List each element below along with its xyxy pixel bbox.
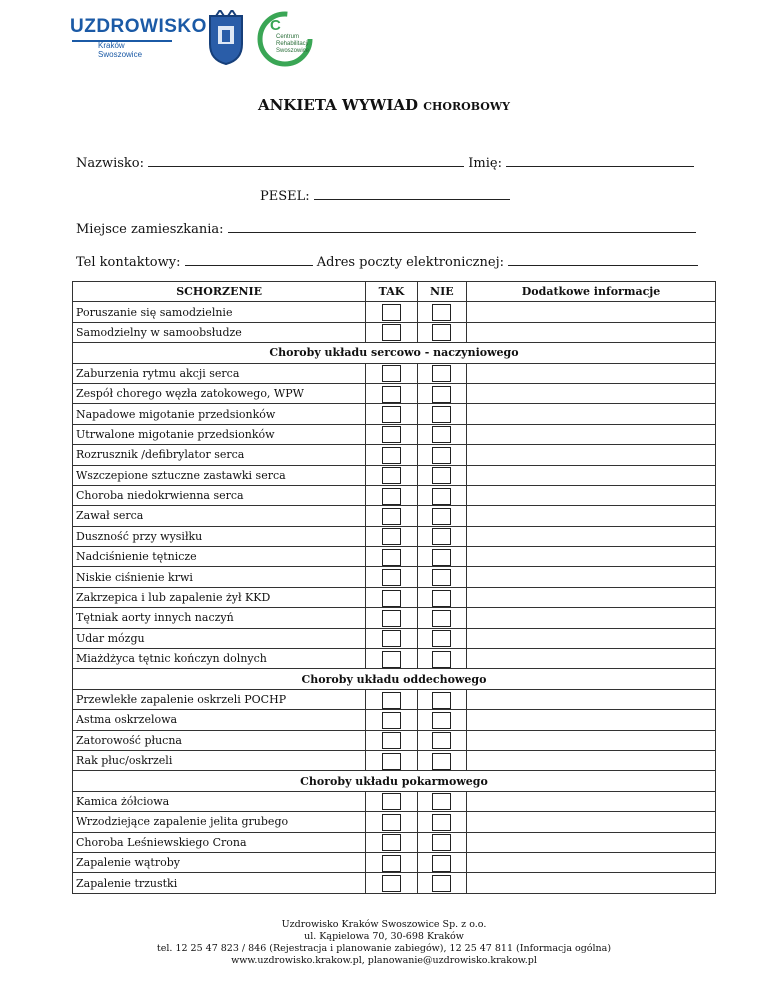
nie-checkbox[interactable] [432,365,451,382]
miejsce-field[interactable] [228,219,696,233]
additional-info-cell[interactable] [467,689,716,709]
table-row [73,649,716,669]
table-row [73,791,716,811]
tak-cell [366,322,417,342]
tak-cell [366,526,417,546]
table-row [73,730,716,750]
tak-checkbox[interactable] [382,610,401,627]
nie-cell [417,730,466,750]
nie-cell [417,547,466,567]
tak-checkbox[interactable] [382,814,401,831]
nie-checkbox[interactable] [432,528,451,545]
header-schorzenie: SCHORZENIE [73,282,366,302]
table-row [73,445,716,465]
nie-cell [417,587,466,607]
tak-cell [366,567,417,587]
condition-name: Samodzielny w samoobsłudze [73,322,366,342]
condition-name: Udar mózgu [73,628,366,648]
additional-info-cell[interactable] [467,750,716,770]
tak-cell [366,363,417,383]
condition-name: Przewlekłe zapalenie oskrzeli POCHP [73,689,366,709]
tel-field[interactable] [185,252,313,266]
additional-info-cell[interactable] [467,424,716,444]
additional-info-cell[interactable] [467,363,716,383]
additional-info-cell[interactable] [467,587,716,607]
nie-cell [417,852,466,872]
title-main: ANKIETA WYWIAD [257,96,424,114]
tak-cell [366,383,417,403]
footer-company: Uzdrowisko Kraków Swoszowice Sp. z o.o. [281,919,487,930]
contact-row [76,252,698,270]
nie-checkbox[interactable] [432,426,451,443]
pesel-row [260,186,510,204]
condition-name: Choroba niedokrwienna serca [73,485,366,505]
additional-info-cell[interactable] [467,852,716,872]
tak-checkbox[interactable] [382,549,401,566]
tak-checkbox[interactable] [382,508,401,525]
tak-cell [366,873,417,893]
pesel-label: PESEL: [260,189,310,204]
additional-info-cell[interactable] [467,730,716,750]
table-body [73,302,716,893]
table-row [73,628,716,648]
condition-name: Utrwalone migotanie przedsionków [73,424,366,444]
uzdrowisko-logo-text: UZDROWISKO [70,16,207,37]
crs-line-3: Swoszowice [276,48,310,54]
condition-name: Wrzodziejące zapalenie jelita grubego [73,812,366,832]
additional-info-cell[interactable] [467,485,716,505]
table-row [73,832,716,852]
table-row [73,424,716,444]
section-title: Choroby układu sercowo - naczyniowego [73,343,716,363]
tak-cell [366,710,417,730]
table-row [73,608,716,628]
condition-name: Niskie ciśnienie krwi [73,567,366,587]
additional-info-cell[interactable] [467,302,716,322]
nie-cell [417,567,466,587]
table-row [73,587,716,607]
table-row [73,322,716,342]
tak-checkbox[interactable] [382,855,401,872]
tak-cell [366,791,417,811]
nie-checkbox[interactable] [432,651,451,668]
nie-cell [417,404,466,424]
additional-info-cell[interactable] [467,465,716,485]
section-header-row [73,669,716,689]
footer-phones: tel. 12 25 47 823 / 846 (Rejestracja i planowanie zabiegów), 12 25 47 811 (Informacja ogólna) [156,943,612,954]
table-row [73,302,716,322]
condition-name: Miażdżyca tętnic kończyn dolnych [73,649,366,669]
table-row [73,547,716,567]
tak-cell [366,832,417,852]
condition-name: Astma oskrzelowa [73,710,366,730]
nie-cell [417,750,466,770]
tak-cell [366,750,417,770]
table-row [73,526,716,546]
title-small: CHOROBOWY [423,100,511,113]
nie-checkbox[interactable] [432,712,451,729]
tak-checkbox[interactable] [382,304,401,321]
nie-cell [417,506,466,526]
nie-cell [417,649,466,669]
table-row [73,710,716,730]
condition-name: Nadciśnienie tętnicze [73,547,366,567]
additional-info-cell[interactable] [467,383,716,403]
nie-cell [417,322,466,342]
nie-checkbox[interactable] [432,732,451,749]
header-dodatkowe: Dodatkowe informacje [467,282,716,302]
tak-cell [366,506,417,526]
tak-checkbox[interactable] [382,528,401,545]
additional-info-cell[interactable] [467,812,716,832]
nie-cell [417,873,466,893]
table-header-row [73,282,716,302]
email-label: Adres poczty elektronicznej: [316,255,504,270]
pesel-field[interactable] [314,186,510,200]
additional-info-cell[interactable] [467,404,716,424]
tak-cell [366,649,417,669]
section-header-row [73,343,716,363]
crs-logo-text [276,34,309,55]
nie-checkbox[interactable] [432,610,451,627]
nie-checkbox[interactable] [432,386,451,403]
tak-checkbox[interactable] [382,630,401,647]
nie-checkbox[interactable] [432,467,451,484]
table-row [73,363,716,383]
nie-cell [417,791,466,811]
tak-cell [366,689,417,709]
condition-name: Zespół chorego węzła zatokowego, WPW [73,383,366,403]
nie-cell [417,302,466,322]
tak-checkbox[interactable] [382,569,401,586]
nie-checkbox[interactable] [432,304,451,321]
additional-info-cell[interactable] [467,567,716,587]
nie-checkbox[interactable] [432,630,451,647]
condition-name: Napadowe migotanie przedsionków [73,404,366,424]
nie-checkbox[interactable] [432,549,451,566]
condition-name: Zapalenie trzustki [73,873,366,893]
tak-cell [366,730,417,750]
tak-checkbox[interactable] [382,732,401,749]
table-row [73,750,716,770]
email-field[interactable] [508,252,698,266]
section-header-row [73,771,716,791]
tak-checkbox[interactable] [382,793,401,810]
condition-name: Duszność przy wysiłku [73,526,366,546]
miejsce-label: Miejsce zamieszkania: [76,222,224,237]
table-row [73,383,716,403]
nie-checkbox[interactable] [432,834,451,851]
tak-checkbox[interactable] [382,753,401,770]
condition-name: Zapalenie wątroby [73,852,366,872]
section-title: Choroby układu oddechowego [73,669,716,689]
nie-cell [417,812,466,832]
nie-cell [417,383,466,403]
additional-info-cell[interactable] [467,873,716,893]
tak-checkbox[interactable] [382,406,401,423]
tak-checkbox[interactable] [382,365,401,382]
condition-name: Choroba Leśniewskiego Crona [73,832,366,852]
form-title [0,96,768,114]
tak-cell [366,852,417,872]
nie-cell [417,608,466,628]
table-row [73,485,716,505]
nie-cell [417,526,466,546]
condition-name: Zaburzenia rytmu akcji serca [73,363,366,383]
condition-name: Rozrusznik /defibrylator serca [73,445,366,465]
nie-cell [417,832,466,852]
crs-line-1: Centrum [276,34,300,40]
condition-name: Wszczepione sztuczne zastawki serca [73,465,366,485]
section-title: Choroby układu pokarmowego [73,771,716,791]
tak-cell [366,404,417,424]
additional-info-cell[interactable] [467,628,716,648]
table-row [73,465,716,485]
nie-cell [417,689,466,709]
nie-cell [417,485,466,505]
tak-cell [366,424,417,444]
nie-checkbox[interactable] [432,569,451,586]
coat-of-arms-icon [206,10,246,66]
header-nie: NIE [417,282,466,302]
tak-checkbox[interactable] [382,426,401,443]
table-row [73,689,716,709]
tak-checkbox[interactable] [382,651,401,668]
nie-checkbox[interactable] [432,324,451,341]
nie-checkbox[interactable] [432,692,451,709]
nie-checkbox[interactable] [432,447,451,464]
crs-line-2: Rehabilitacji [276,41,309,47]
additional-info-cell[interactable] [467,445,716,465]
nie-checkbox[interactable] [432,793,451,810]
tak-cell [366,485,417,505]
tak-checkbox[interactable] [382,834,401,851]
nie-checkbox[interactable] [432,814,451,831]
nie-cell [417,465,466,485]
nie-checkbox[interactable] [432,488,451,505]
condition-name: Kamica żółciowa [73,791,366,811]
tak-cell [366,465,417,485]
tak-cell [366,812,417,832]
nazwisko-label: Nazwisko: [76,156,145,171]
table-row [73,812,716,832]
tak-checkbox[interactable] [382,692,401,709]
tak-checkbox[interactable] [382,488,401,505]
tak-checkbox[interactable] [382,386,401,403]
nie-checkbox[interactable] [432,406,451,423]
footer-web-email: www.uzdrowisko.krakow.pl, planowanie@uzdrowisko.krakow.pl [231,955,537,966]
table-row [73,852,716,872]
additional-info-cell[interactable] [467,649,716,669]
header-tak: TAK [366,282,417,302]
miejsce-row [76,219,696,237]
condition-name: Tętniak aorty innych naczyń [73,608,366,628]
condition-name: Poruszanie się samodzielnie [73,302,366,322]
tak-cell [366,302,417,322]
nie-checkbox[interactable] [432,753,451,770]
tel-label: Tel kontaktowy: [76,255,181,270]
nie-cell [417,628,466,648]
uzdrowisko-logo-subtitle: Kraków Swoszowice [98,41,143,59]
nie-checkbox[interactable] [432,508,451,525]
disease-table [72,281,716,894]
condition-name: Rak płuc/oskrzeli [73,750,366,770]
imie-field[interactable] [506,153,694,167]
condition-name: Zatorowość płucna [73,730,366,750]
nie-cell [417,424,466,444]
nie-cell [417,445,466,465]
tak-checkbox[interactable] [382,467,401,484]
condition-name: Zakrzepica i lub zapalenie żył KKD [73,587,366,607]
additional-info-cell[interactable] [467,506,716,526]
footer [0,919,768,967]
table-row [73,506,716,526]
tak-checkbox[interactable] [382,875,401,892]
tak-cell [366,587,417,607]
nie-checkbox[interactable] [432,590,451,607]
nazwisko-field[interactable] [148,153,464,167]
additional-info-cell[interactable] [467,526,716,546]
tak-checkbox[interactable] [382,324,401,341]
additional-info-cell[interactable] [467,608,716,628]
additional-info-cell[interactable] [467,710,716,730]
nazwisko-row [76,153,694,171]
tak-checkbox[interactable] [382,712,401,729]
additional-info-cell[interactable] [467,322,716,342]
imie-label: Imię: [468,156,502,171]
table-row [73,873,716,893]
table-row [73,567,716,587]
condition-name: Zawał serca [73,506,366,526]
nie-cell [417,363,466,383]
svg-text:C: C [270,17,281,34]
tak-cell [366,628,417,648]
nie-cell [417,710,466,730]
tak-cell [366,547,417,567]
tak-checkbox[interactable] [382,447,401,464]
table-row [73,404,716,424]
additional-info-cell[interactable] [467,832,716,852]
nie-checkbox[interactable] [432,855,451,872]
tak-cell [366,445,417,465]
tak-cell [366,608,417,628]
tak-checkbox[interactable] [382,590,401,607]
footer-address: ul. Kąpielowa 70, 30-698 Kraków [304,931,464,942]
nie-checkbox[interactable] [432,875,451,892]
additional-info-cell[interactable] [467,791,716,811]
additional-info-cell[interactable] [467,547,716,567]
